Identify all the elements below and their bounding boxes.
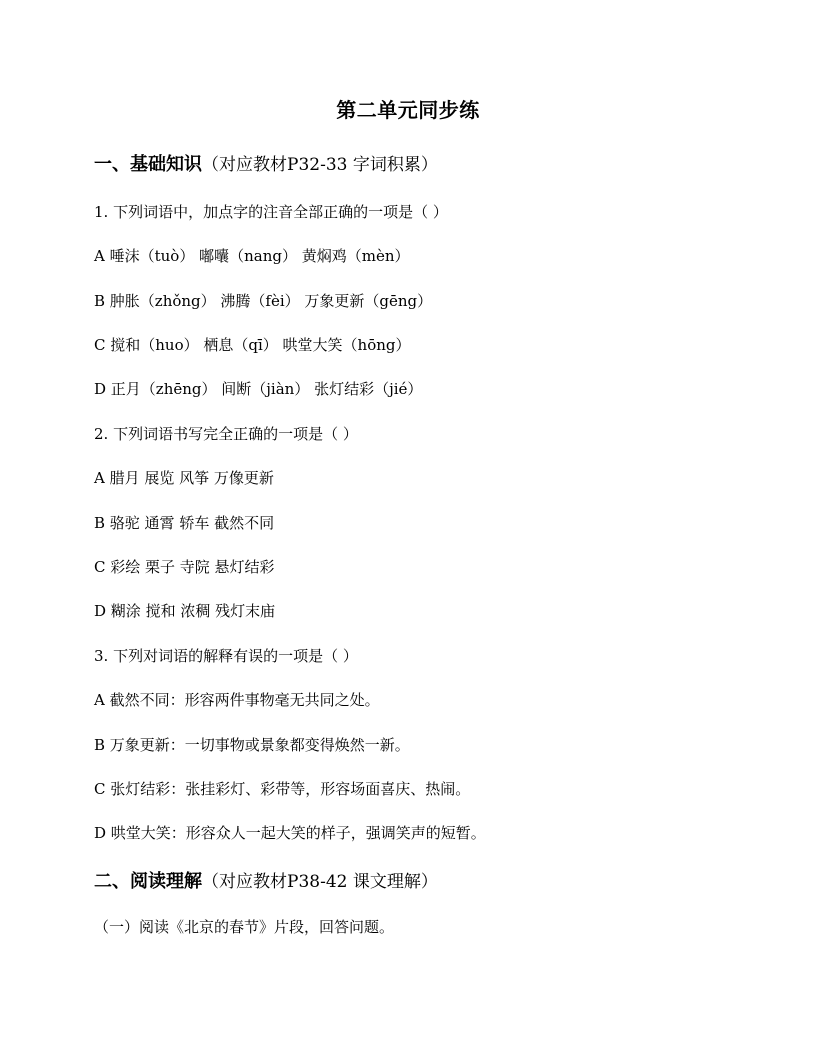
question-option: B 骆驼 通霄 轿车 截然不同: [94, 514, 275, 532]
question-option: D 糊涂 搅和 浓稠 残灯末庙: [94, 602, 276, 620]
question-option: C 搅和（huo） 栖息（qī） 哄堂大笑（hōng）: [94, 336, 411, 354]
question-option: A 截然不同：形容两件事物毫无共同之处。: [94, 691, 380, 709]
page-title: 第二单元同步练: [336, 98, 480, 122]
question-option: A 唾沫（tuò） 嘟囔（nang） 黄焖鸡（mèn）: [94, 247, 410, 265]
reading-intro: （一）阅读《北京的春节》片段，回答问题。: [94, 918, 395, 936]
section-heading-sub: （对应教材P32-33 字词积累）: [202, 155, 438, 175]
question-stem: 1. 下列词语中，加点字的注音全部正确的一项是（ ）: [94, 203, 448, 221]
question-option: C 彩绘 栗子 寺院 悬灯结彩: [94, 558, 275, 576]
section-heading-main: 二、阅读理解: [94, 871, 202, 892]
section-heading-main: 一、基础知识: [94, 154, 202, 175]
question-option: D 哄堂大笑：形容众人一起大笑的样子，强调笑声的短暂。: [94, 824, 486, 842]
question-stem: 3. 下列对词语的解释有误的一项是（ ）: [94, 647, 358, 665]
question-option: C 张灯结彩：张挂彩灯、彩带等，形容场面喜庆、热闹。: [94, 780, 471, 798]
question-option: B 万象更新：一切事物或景象都变得焕然一新。: [94, 736, 410, 754]
section-heading-basic-knowledge: [94, 150, 438, 176]
question-option: B 肿胀（zhǒng） 沸腾（fèi） 万象更新（gēng）: [94, 292, 433, 310]
question-stem: 2. 下列词语书写完全正确的一项是（ ）: [94, 425, 358, 443]
question-option: D 正月（zhēng） 间断（jiàn） 张灯结彩（jié）: [94, 380, 423, 398]
section-heading-sub: （对应教材P38-42 课文理解）: [202, 872, 438, 892]
question-option: A 腊月 展览 风筝 万像更新: [94, 469, 274, 487]
section-heading-reading: [94, 867, 438, 893]
